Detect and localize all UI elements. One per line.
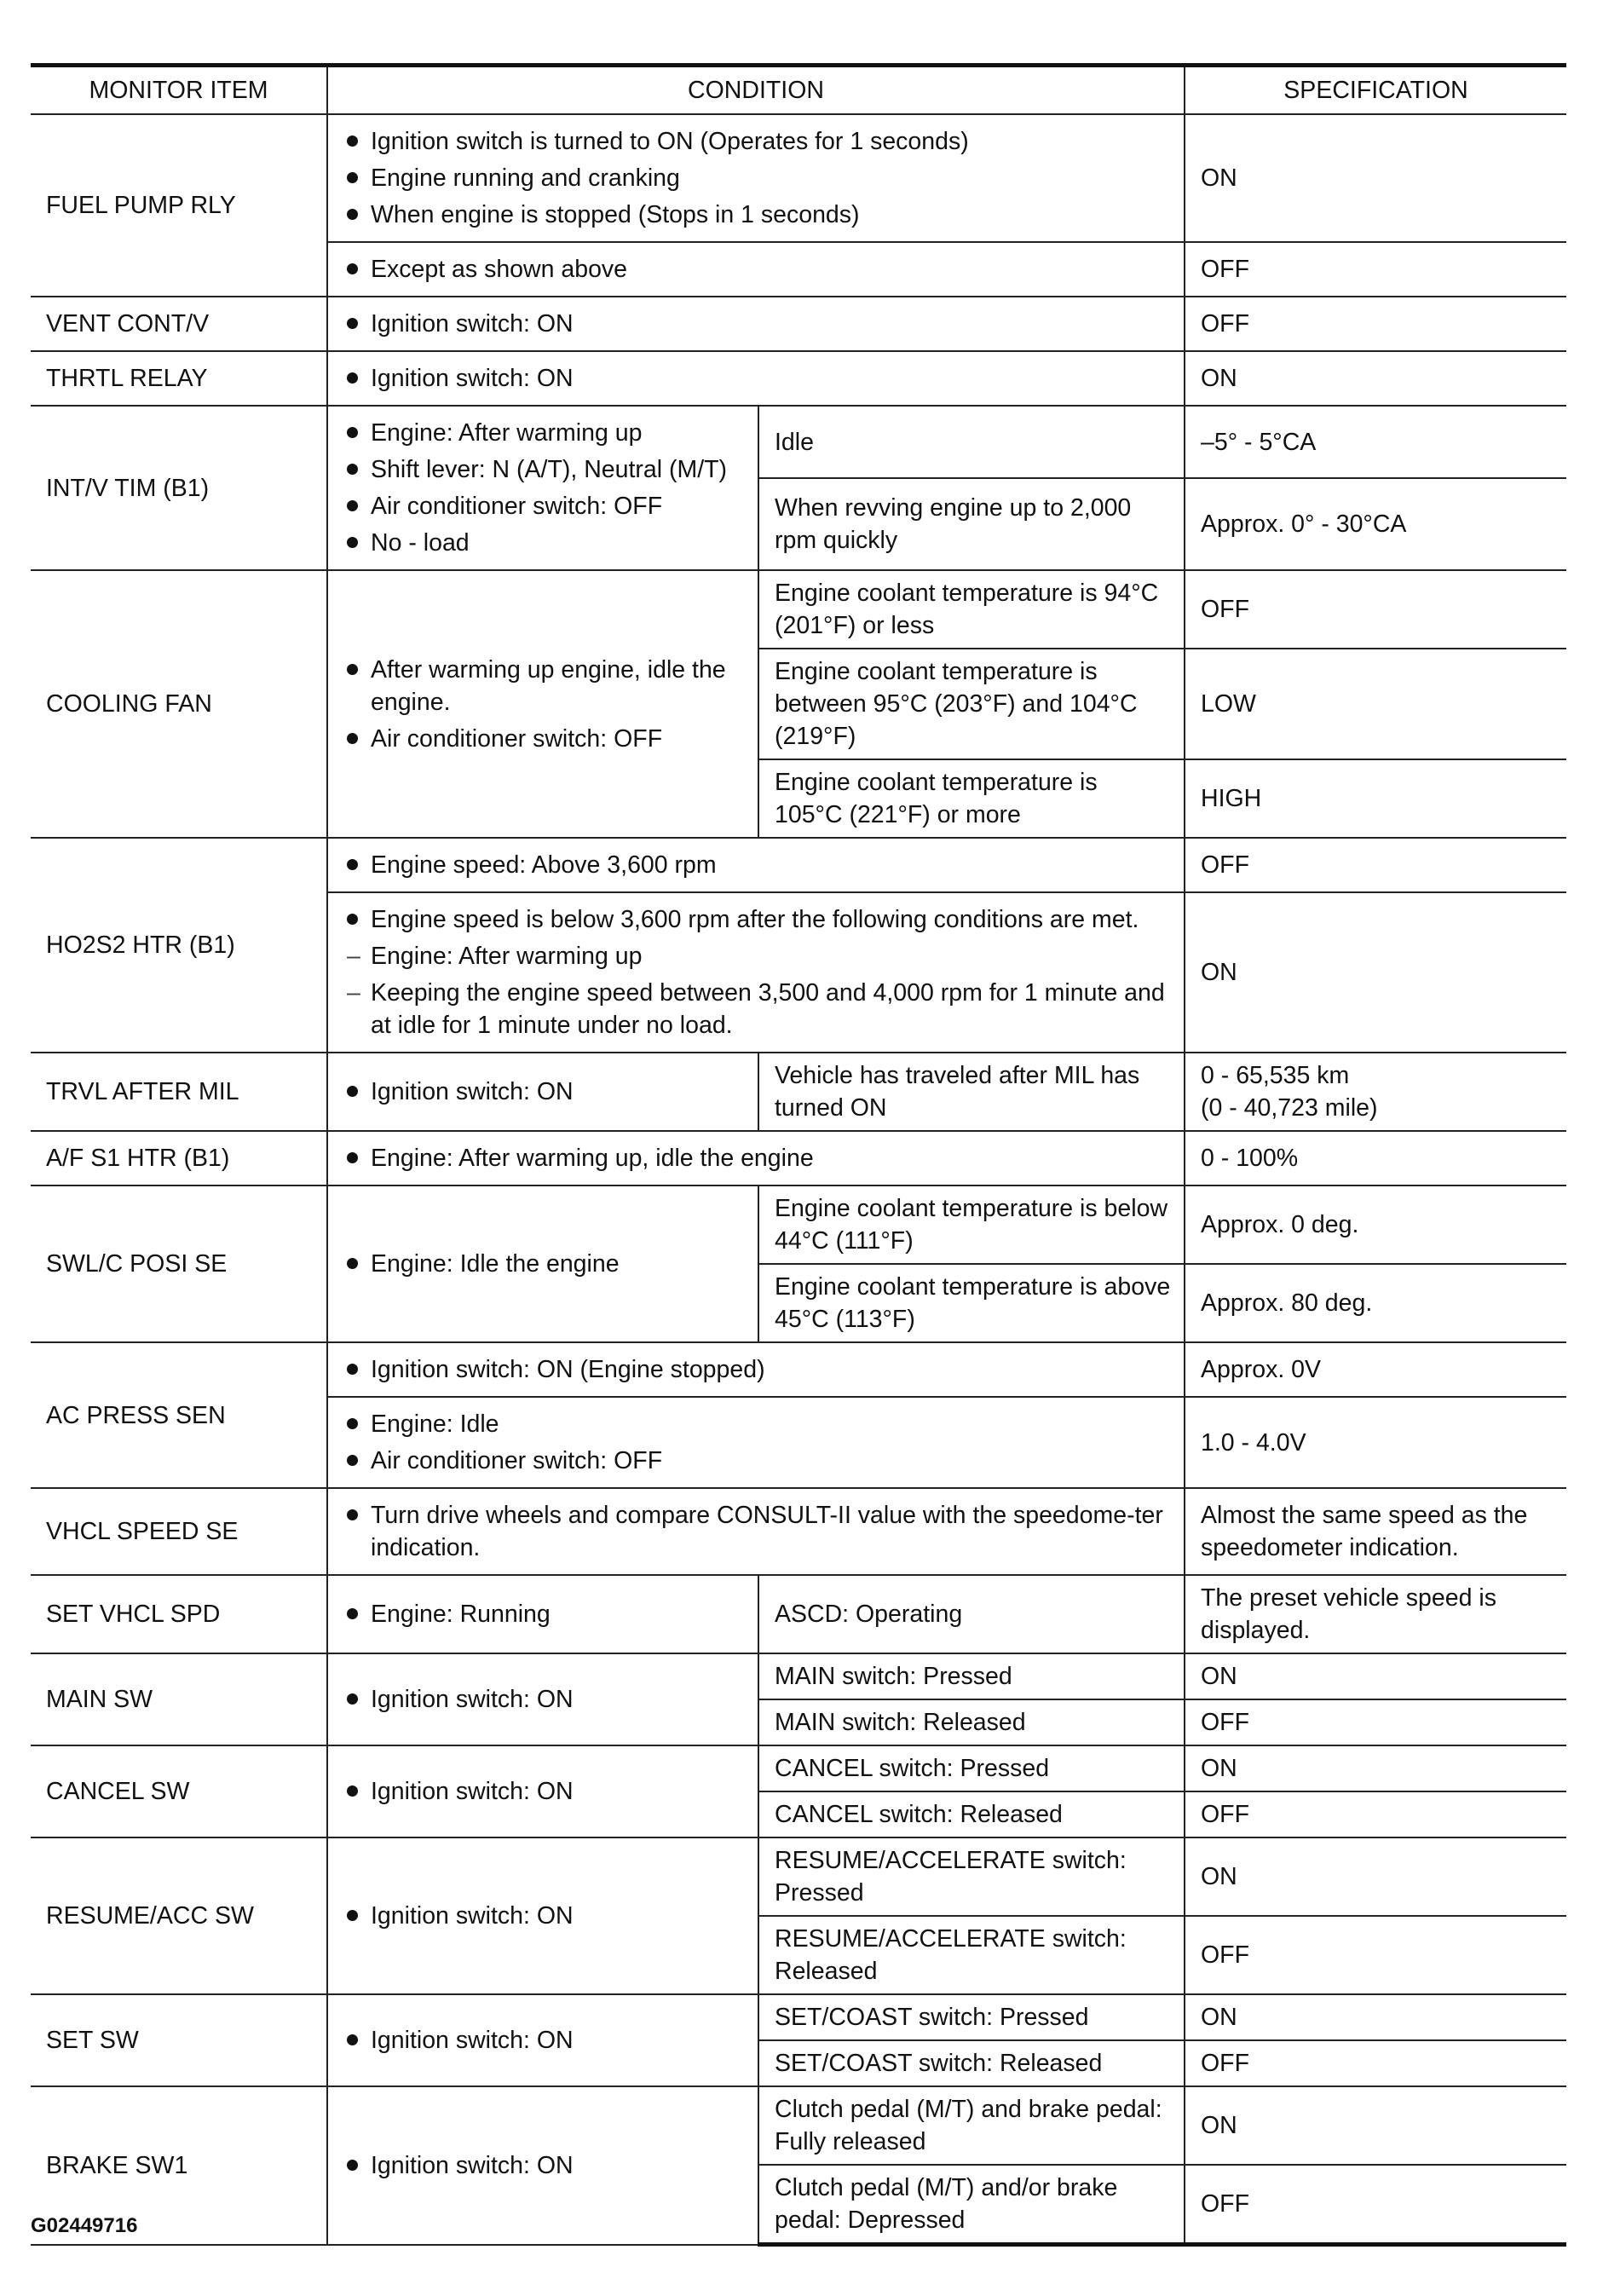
- sub-condition-cell: Engine coolant temperature is 94°C (201°F) or less: [758, 570, 1185, 649]
- sub-condition-cell: Engine coolant temperature is above 45°C (113°F): [758, 1264, 1185, 1342]
- sub-condition-cell: When revving engine up to 2,000 rpm quickly: [758, 478, 1185, 570]
- specification-cell: OFF: [1185, 1699, 1566, 1745]
- specification-cell: ON: [1185, 1745, 1566, 1791]
- specification-cell: ON: [1185, 351, 1566, 406]
- table-row: [31, 1131, 1566, 1185]
- condition-bullet: Ignition switch: ON: [343, 2149, 746, 2182]
- condition-bullet: Engine: Idle the engine: [343, 1248, 746, 1280]
- table-row: [31, 1053, 1566, 1131]
- specification-cell: OFF: [1185, 2040, 1566, 2086]
- table-row: [31, 406, 1566, 478]
- condition-bullet: No - load: [343, 527, 746, 559]
- specification-cell: ON: [1185, 1653, 1566, 1699]
- table-row: [31, 1994, 1566, 2040]
- spec-line: (0 - 40,723 mile): [1201, 1094, 1378, 1122]
- monitor-item: AC PRESS SEN: [31, 1342, 327, 1488]
- table-header-row: [31, 66, 1566, 115]
- specification-cell: ON: [1185, 1994, 1566, 2040]
- monitor-item: SWL/C POSI SE: [31, 1185, 327, 1342]
- condition-cell: [327, 1837, 758, 1994]
- condition-cell: [327, 242, 1185, 297]
- condition-bullet: Engine: After warming up: [343, 417, 746, 449]
- condition-cell: [327, 1131, 1185, 1185]
- condition-bullet: Ignition switch: ON: [343, 1900, 746, 1932]
- condition-cell: [327, 1745, 758, 1837]
- condition-cell: [327, 1994, 758, 2086]
- table-row: [31, 1653, 1566, 1699]
- sub-condition-cell: SET/COAST switch: Pressed: [758, 1994, 1185, 2040]
- sub-condition-cell: CANCEL switch: Released: [758, 1791, 1185, 1837]
- specification-cell: Approx. 0V: [1185, 1342, 1566, 1397]
- specification-cell: OFF: [1185, 838, 1566, 892]
- specification-cell: ON: [1185, 114, 1566, 242]
- condition-bullet: Engine: Running: [343, 1598, 746, 1630]
- monitor-item: HO2S2 HTR (B1): [31, 838, 327, 1053]
- condition-cell: [327, 1342, 1185, 1397]
- specification-cell: OFF: [1185, 1916, 1566, 1994]
- monitor-item: COOLING FAN: [31, 570, 327, 838]
- condition-cell: [327, 2086, 758, 2245]
- monitor-item: VHCL SPEED SE: [31, 1488, 327, 1575]
- sub-condition-cell: MAIN switch: Released: [758, 1699, 1185, 1745]
- table-row: [31, 114, 1566, 242]
- table-row: [31, 1488, 1566, 1575]
- monitor-item: A/F S1 HTR (B1): [31, 1131, 327, 1185]
- condition-bullet: Ignition switch is turned to ON (Operates for 1 seconds): [343, 125, 1172, 158]
- monitor-item: TRVL AFTER MIL: [31, 1053, 327, 1131]
- table-row: [31, 1745, 1566, 1791]
- condition-bullet: When engine is stopped (Stops in 1 seconds): [343, 199, 1172, 231]
- sub-condition-cell: Clutch pedal (M/T) and/or brake pedal: Depressed: [758, 2165, 1185, 2245]
- specification-cell: OFF: [1185, 1791, 1566, 1837]
- condition-cell: [327, 1653, 758, 1745]
- specification-cell: Approx. 0° - 30°CA: [1185, 478, 1566, 570]
- condition-bullet: Shift lever: N (A/T), Neutral (M/T): [343, 453, 746, 486]
- condition-cell: [327, 351, 1185, 406]
- table-row: [31, 1837, 1566, 1916]
- condition-cell: [327, 570, 758, 838]
- specification-cell: Approx. 0 deg.: [1185, 1185, 1566, 1264]
- condition-bullet: Ignition switch: ON (Engine stopped): [343, 1353, 1172, 1386]
- specification-cell: [1185, 1053, 1566, 1131]
- sub-condition-cell: RESUME/ACCELERATE switch: Pressed: [758, 1837, 1185, 1916]
- monitor-spec-table: [31, 63, 1566, 2247]
- monitor-spec-table-container: [31, 63, 1566, 2247]
- sub-condition-cell: SET/COAST switch: Released: [758, 2040, 1185, 2086]
- monitor-item: THRTL RELAY: [31, 351, 327, 406]
- sub-condition-cell: RESUME/ACCELERATE switch: Released: [758, 1916, 1185, 1994]
- sub-condition-cell: Engine coolant temperature is between 95°C (203°F) and 104°C (219°F): [758, 649, 1185, 759]
- header-condition: CONDITION: [327, 66, 1185, 115]
- condition-cell: [327, 1488, 1185, 1575]
- header-specification: SPECIFICATION: [1185, 66, 1566, 115]
- condition-cell: [327, 297, 1185, 351]
- monitor-item: SET SW: [31, 1994, 327, 2086]
- condition-cell: [327, 1053, 758, 1131]
- condition-cell: [327, 1397, 1185, 1488]
- specification-cell: Approx. 80 deg.: [1185, 1264, 1566, 1342]
- condition-bullet: Ignition switch: ON: [343, 308, 1172, 340]
- sub-condition-cell: Clutch pedal (M/T) and brake pedal: Fully released: [758, 2086, 1185, 2165]
- specification-cell: LOW: [1185, 649, 1566, 759]
- specification-cell: 1.0 - 4.0V: [1185, 1397, 1566, 1488]
- specification-cell: Almost the same speed as the speedometer indication.: [1185, 1488, 1566, 1575]
- table-row: [31, 297, 1566, 351]
- condition-bullet: Engine: Idle: [343, 1408, 1172, 1440]
- sub-condition-cell: Idle: [758, 406, 1185, 478]
- monitor-item: CANCEL SW: [31, 1745, 327, 1837]
- condition-sub-bullet: – Keeping the engine speed between 3,500 and 4,000 rpm for 1 minute and at idle for 1 minute under no load.: [343, 977, 1172, 1041]
- monitor-item: RESUME/ACC SW: [31, 1837, 327, 1994]
- condition-sub-bullet: – Engine: After warming up: [343, 940, 1172, 972]
- condition-bullet: Engine: After warming up, idle the engine: [343, 1142, 1172, 1174]
- condition-cell: [327, 1575, 758, 1653]
- condition-bullet: Ignition switch: ON: [343, 362, 1172, 395]
- table-row: [31, 838, 1566, 892]
- monitor-item: SET VHCL SPD: [31, 1575, 327, 1653]
- condition-cell: [327, 838, 1185, 892]
- specification-cell: ON: [1185, 2086, 1566, 2165]
- table-row: [31, 1575, 1566, 1653]
- condition-bullet: Ignition switch: ON: [343, 1076, 746, 1108]
- header-monitor-item: MONITOR ITEM: [31, 66, 327, 115]
- condition-bullet: Air conditioner switch: OFF: [343, 723, 746, 755]
- specification-cell: HIGH: [1185, 759, 1566, 838]
- table-row: [31, 1342, 1566, 1397]
- condition-bullet: Turn drive wheels and compare CONSULT-II value with the speedome-ter indication.: [343, 1499, 1172, 1564]
- condition-bullet: Ignition switch: ON: [343, 1775, 746, 1808]
- specification-cell: OFF: [1185, 297, 1566, 351]
- condition-bullet: Engine speed is below 3,600 rpm after the following conditions are met.: [343, 903, 1172, 936]
- sub-condition-cell: CANCEL switch: Pressed: [758, 1745, 1185, 1791]
- condition-bullet: Ignition switch: ON: [343, 2024, 746, 2057]
- spec-line: 0 - 65,535 km: [1201, 1062, 1350, 1089]
- table-row: [31, 570, 1566, 649]
- monitor-item: BRAKE SW1: [31, 2086, 327, 2245]
- condition-cell: [327, 406, 758, 570]
- monitor-item: MAIN SW: [31, 1653, 327, 1745]
- specification-cell: OFF: [1185, 2165, 1566, 2245]
- figure-code: G02449716: [31, 2214, 138, 2237]
- condition-bullet: Ignition switch: ON: [343, 1683, 746, 1716]
- table-row: [31, 1185, 1566, 1264]
- sub-condition-cell: ASCD: Operating: [758, 1575, 1185, 1653]
- condition-bullet: Air conditioner switch: OFF: [343, 490, 746, 522]
- condition-bullet: Engine running and cranking: [343, 162, 1172, 194]
- specification-cell: ON: [1185, 892, 1566, 1053]
- sub-condition-cell: Vehicle has traveled after MIL has turned ON: [758, 1053, 1185, 1131]
- condition-bullet: Engine speed: Above 3,600 rpm: [343, 849, 1172, 881]
- condition-cell: [327, 1185, 758, 1342]
- condition-bullet: Air conditioner switch: OFF: [343, 1445, 1172, 1477]
- specification-cell: 0 - 100%: [1185, 1131, 1566, 1185]
- table-row: [31, 2086, 1566, 2165]
- condition-bullet: After warming up engine, idle the engine.: [343, 654, 746, 718]
- specification-cell: ON: [1185, 1837, 1566, 1916]
- sub-condition-cell: MAIN switch: Pressed: [758, 1653, 1185, 1699]
- condition-bullet: Except as shown above: [343, 253, 1172, 286]
- sub-condition-cell: Engine coolant temperature is below 44°C (111°F): [758, 1185, 1185, 1264]
- condition-cell: [327, 892, 1185, 1053]
- condition-cell: [327, 114, 1185, 242]
- specification-cell: The preset vehicle speed is displayed.: [1185, 1575, 1566, 1653]
- monitor-item: FUEL PUMP RLY: [31, 114, 327, 297]
- monitor-item: INT/V TIM (B1): [31, 406, 327, 570]
- specification-cell: OFF: [1185, 570, 1566, 649]
- table-row: [31, 351, 1566, 406]
- monitor-item: VENT CONT/V: [31, 297, 327, 351]
- sub-condition-cell: Engine coolant temperature is 105°C (221°F) or more: [758, 759, 1185, 838]
- specification-cell: –5° - 5°CA: [1185, 406, 1566, 478]
- specification-cell: OFF: [1185, 242, 1566, 297]
